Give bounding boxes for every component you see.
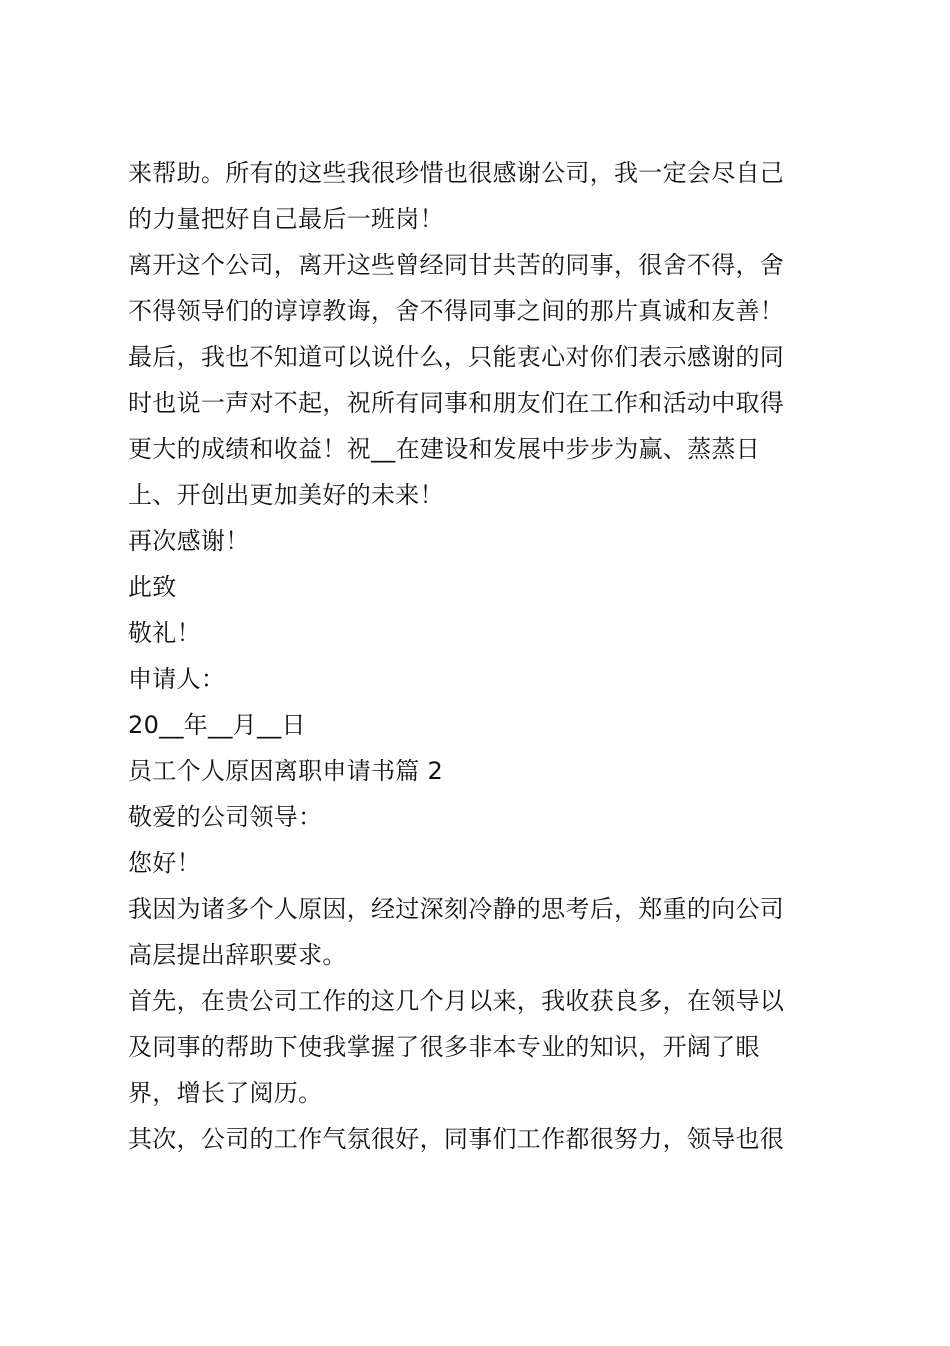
greeting-hello: 您好！ — [128, 849, 201, 877]
text-line: 离开这个公司，离开这些曾经同甘共苦的同事，很舍不得，舍 — [128, 251, 785, 279]
text-line: 不得领导们的谆谆教诲，舍不得同事之间的那片真诚和友善！ — [128, 297, 785, 325]
text-line: 高层提出辞职要求。 — [128, 941, 347, 969]
text-line: 的力量把好自己最后一班岗！ — [128, 205, 444, 233]
text-line: 我因为诸多个人原因，经过深刻冷静的思考后，郑重的向公司 — [128, 895, 785, 923]
closing-thanks: 再次感谢！ — [128, 527, 250, 555]
text-line: 更大的成绩和收益！祝__在建设和发展中步步为赢、蒸蒸日 — [128, 435, 761, 463]
text-line: 及同事的帮助下使我掌握了很多非本专业的知识，开阔了眼 — [128, 1033, 760, 1061]
greeting-recipient: 敬爱的公司领导： — [128, 803, 323, 831]
text-line: 其次，公司的工作气氛很好，同事们工作都很努力，领导也很 — [128, 1125, 785, 1153]
section-title: 员工个人原因离职申请书篇 2 — [128, 757, 444, 785]
text-line: 界，增长了阅历。 — [128, 1079, 323, 1107]
applicant-label: 申请人： — [128, 665, 226, 693]
text-line: 首先，在贵公司工作的这几个月以来，我收获良多，在领导以 — [128, 987, 785, 1015]
text-line: 时也说一声对不起，祝所有同事和朋友们在工作和活动中取得 — [128, 389, 785, 417]
document-body — [128, 150, 828, 1162]
text-line: 上、开创出更加美好的未来！ — [128, 481, 444, 509]
salutation-jingli: 敬礼！ — [128, 619, 201, 647]
salutation-cizhi: 此致 — [128, 573, 177, 601]
text-line: 来帮助。所有的这些我很珍惜也很感谢公司，我一定会尽自己 — [128, 159, 785, 187]
text-line: 最后，我也不知道可以说什么，只能衷心对你们表示感谢的同 — [128, 343, 785, 371]
date-line: 20__年__月__日 — [128, 711, 306, 739]
